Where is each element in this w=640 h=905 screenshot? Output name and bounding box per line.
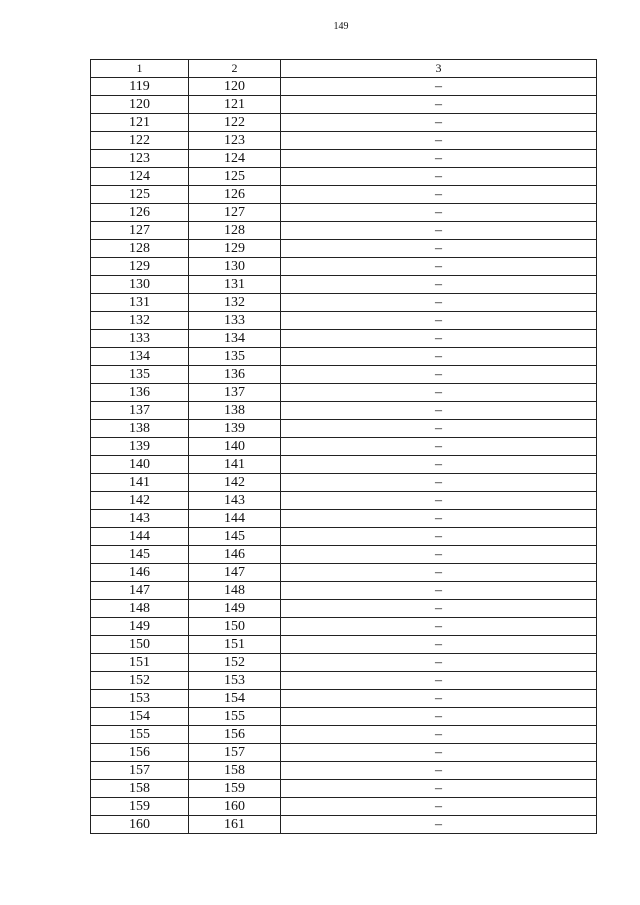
- table-cell-col-2: 156: [189, 726, 281, 744]
- table-cell-col-2: 146: [189, 546, 281, 564]
- table-cell-col-3: –: [281, 276, 597, 294]
- data-table: [90, 59, 597, 834]
- table-cell-col-2: 124: [189, 150, 281, 168]
- table-row: [91, 798, 597, 816]
- table-cell-col-2: 127: [189, 204, 281, 222]
- table-cell-col-1: 122: [91, 132, 189, 150]
- table-cell-col-2: 151: [189, 636, 281, 654]
- table-cell-col-3: –: [281, 150, 597, 168]
- table-cell-col-3: –: [281, 420, 597, 438]
- table-body: [91, 78, 597, 834]
- table-row: [91, 744, 597, 762]
- table-cell-col-1: 151: [91, 654, 189, 672]
- table-cell-col-3: –: [281, 582, 597, 600]
- table-row: [91, 294, 597, 312]
- table-cell-col-1: 124: [91, 168, 189, 186]
- table-row: [91, 204, 597, 222]
- table-cell-col-3: –: [281, 258, 597, 276]
- table-cell-col-2: 133: [189, 312, 281, 330]
- table-cell-col-2: 126: [189, 186, 281, 204]
- table-row: [91, 564, 597, 582]
- table-cell-col-1: 138: [91, 420, 189, 438]
- table-cell-col-3: –: [281, 636, 597, 654]
- table-cell-col-3: –: [281, 312, 597, 330]
- table-cell-col-2: 145: [189, 528, 281, 546]
- table-cell-col-3: –: [281, 672, 597, 690]
- table-cell-col-2: 139: [189, 420, 281, 438]
- table-row: [91, 330, 597, 348]
- page-number: 149: [333, 21, 349, 32]
- table-cell-col-3: –: [281, 564, 597, 582]
- table-cell-col-1: 160: [91, 816, 189, 834]
- table-cell-col-2: 159: [189, 780, 281, 798]
- table-cell-col-1: 119: [91, 78, 189, 96]
- table-cell-col-1: 158: [91, 780, 189, 798]
- table-cell-col-2: 120: [189, 78, 281, 96]
- table-cell-col-2: 148: [189, 582, 281, 600]
- table-cell-col-1: 125: [91, 186, 189, 204]
- table-cell-col-2: 121: [189, 96, 281, 114]
- table-cell-col-1: 157: [91, 762, 189, 780]
- table-row: [91, 438, 597, 456]
- table-cell-col-2: 122: [189, 114, 281, 132]
- table-cell-col-1: 140: [91, 456, 189, 474]
- table-row: [91, 276, 597, 294]
- table-row: [91, 348, 597, 366]
- table-cell-col-1: 141: [91, 474, 189, 492]
- column-header-2: 2: [189, 60, 281, 78]
- table-row: [91, 726, 597, 744]
- table-row: [91, 672, 597, 690]
- table-row: [91, 546, 597, 564]
- table-cell-col-2: 138: [189, 402, 281, 420]
- table-cell-col-1: 143: [91, 510, 189, 528]
- table-cell-col-3: –: [281, 654, 597, 672]
- table-cell-col-2: 132: [189, 294, 281, 312]
- table-cell-col-3: –: [281, 708, 597, 726]
- table-row: [91, 114, 597, 132]
- table-cell-col-3: –: [281, 366, 597, 384]
- table-cell-col-1: 132: [91, 312, 189, 330]
- table-cell-col-1: 120: [91, 96, 189, 114]
- table-cell-col-2: 141: [189, 456, 281, 474]
- table-cell-col-2: 135: [189, 348, 281, 366]
- table-cell-col-3: –: [281, 168, 597, 186]
- table-cell-col-1: 137: [91, 402, 189, 420]
- table-cell-col-3: –: [281, 78, 597, 96]
- table-cell-col-2: 149: [189, 600, 281, 618]
- table-cell-col-1: 145: [91, 546, 189, 564]
- table-cell-col-1: 147: [91, 582, 189, 600]
- table-cell-col-2: 137: [189, 384, 281, 402]
- table-cell-col-1: 156: [91, 744, 189, 762]
- table-cell-col-2: 131: [189, 276, 281, 294]
- table-cell-col-1: 126: [91, 204, 189, 222]
- table-cell-col-1: 152: [91, 672, 189, 690]
- table-cell-col-1: 128: [91, 240, 189, 258]
- table-cell-col-1: 130: [91, 276, 189, 294]
- table-row: [91, 708, 597, 726]
- table-row: [91, 168, 597, 186]
- table-row: [91, 456, 597, 474]
- table-cell-col-3: –: [281, 330, 597, 348]
- table-row: [91, 222, 597, 240]
- table-cell-col-2: 144: [189, 510, 281, 528]
- table-cell-col-3: –: [281, 96, 597, 114]
- table-cell-col-3: –: [281, 186, 597, 204]
- table-cell-col-1: 129: [91, 258, 189, 276]
- table-cell-col-1: 135: [91, 366, 189, 384]
- table-cell-col-1: 144: [91, 528, 189, 546]
- table-cell-col-3: –: [281, 114, 597, 132]
- table-cell-col-3: –: [281, 690, 597, 708]
- table-row: [91, 366, 597, 384]
- table-cell-col-2: 161: [189, 816, 281, 834]
- table-cell-col-1: 148: [91, 600, 189, 618]
- table-cell-col-3: –: [281, 546, 597, 564]
- table-cell-col-3: –: [281, 402, 597, 420]
- table-row: [91, 186, 597, 204]
- table-cell-col-2: 143: [189, 492, 281, 510]
- table-row: [91, 78, 597, 96]
- table-cell-col-3: –: [281, 294, 597, 312]
- table-cell-col-3: –: [281, 618, 597, 636]
- table-row: [91, 240, 597, 258]
- table-row: [91, 528, 597, 546]
- table-cell-col-1: 155: [91, 726, 189, 744]
- table-cell-col-1: 133: [91, 330, 189, 348]
- table-row: [91, 96, 597, 114]
- table-header: [91, 60, 597, 78]
- table-row: [91, 762, 597, 780]
- table-cell-col-2: 128: [189, 222, 281, 240]
- table-cell-col-2: 150: [189, 618, 281, 636]
- table-cell-col-3: –: [281, 204, 597, 222]
- table-cell-col-3: –: [281, 780, 597, 798]
- table-cell-col-2: 158: [189, 762, 281, 780]
- table-row: [91, 420, 597, 438]
- table-cell-col-2: 147: [189, 564, 281, 582]
- table-cell-col-2: 123: [189, 132, 281, 150]
- header-row: [91, 60, 597, 78]
- table-cell-col-3: –: [281, 726, 597, 744]
- table-cell-col-3: –: [281, 744, 597, 762]
- table-row: [91, 690, 597, 708]
- table-row: [91, 780, 597, 798]
- table-cell-col-3: –: [281, 348, 597, 366]
- table-cell-col-1: 127: [91, 222, 189, 240]
- table-cell-col-3: –: [281, 132, 597, 150]
- table-cell-col-1: 139: [91, 438, 189, 456]
- table-cell-col-1: 121: [91, 114, 189, 132]
- table-cell-col-3: –: [281, 222, 597, 240]
- table-row: [91, 474, 597, 492]
- table-cell-col-3: –: [281, 438, 597, 456]
- table-cell-col-3: –: [281, 798, 597, 816]
- table-cell-col-2: 160: [189, 798, 281, 816]
- table-cell-col-1: 142: [91, 492, 189, 510]
- table-cell-col-1: 136: [91, 384, 189, 402]
- table-cell-col-2: 157: [189, 744, 281, 762]
- table-cell-col-3: –: [281, 384, 597, 402]
- table-row: [91, 150, 597, 168]
- column-header-3: 3: [281, 60, 597, 78]
- table-cell-col-2: 152: [189, 654, 281, 672]
- table-cell-col-3: –: [281, 474, 597, 492]
- table-cell-col-1: 146: [91, 564, 189, 582]
- table-cell-col-2: 153: [189, 672, 281, 690]
- table-cell-col-2: 136: [189, 366, 281, 384]
- table-cell-col-2: 134: [189, 330, 281, 348]
- table-row: [91, 258, 597, 276]
- table-cell-col-3: –: [281, 528, 597, 546]
- table-row: [91, 654, 597, 672]
- table-cell-col-1: 154: [91, 708, 189, 726]
- table-cell-col-2: 155: [189, 708, 281, 726]
- table-cell-col-1: 153: [91, 690, 189, 708]
- table-cell-col-2: 140: [189, 438, 281, 456]
- table-cell-col-3: –: [281, 816, 597, 834]
- table-cell-col-2: 130: [189, 258, 281, 276]
- table-cell-col-2: 142: [189, 474, 281, 492]
- table-row: [91, 132, 597, 150]
- table-cell-col-1: 150: [91, 636, 189, 654]
- table-cell-col-1: 131: [91, 294, 189, 312]
- table-cell-col-2: 125: [189, 168, 281, 186]
- table-cell-col-3: –: [281, 510, 597, 528]
- table-row: [91, 510, 597, 528]
- table-row: [91, 492, 597, 510]
- table-cell-col-1: 123: [91, 150, 189, 168]
- table-cell-col-2: 129: [189, 240, 281, 258]
- table-cell-col-3: –: [281, 240, 597, 258]
- table-row: [91, 816, 597, 834]
- table-cell-col-3: –: [281, 456, 597, 474]
- table-row: [91, 582, 597, 600]
- table-cell-col-3: –: [281, 600, 597, 618]
- table-cell-col-1: 134: [91, 348, 189, 366]
- table-row: [91, 636, 597, 654]
- table-cell-col-2: 154: [189, 690, 281, 708]
- table-cell-col-3: –: [281, 762, 597, 780]
- table-row: [91, 384, 597, 402]
- table-cell-col-3: –: [281, 492, 597, 510]
- table-row: [91, 618, 597, 636]
- table-row: [91, 600, 597, 618]
- table-row: [91, 402, 597, 420]
- table-row: [91, 312, 597, 330]
- column-header-1: 1: [91, 60, 189, 78]
- table-cell-col-1: 159: [91, 798, 189, 816]
- table-cell-col-1: 149: [91, 618, 189, 636]
